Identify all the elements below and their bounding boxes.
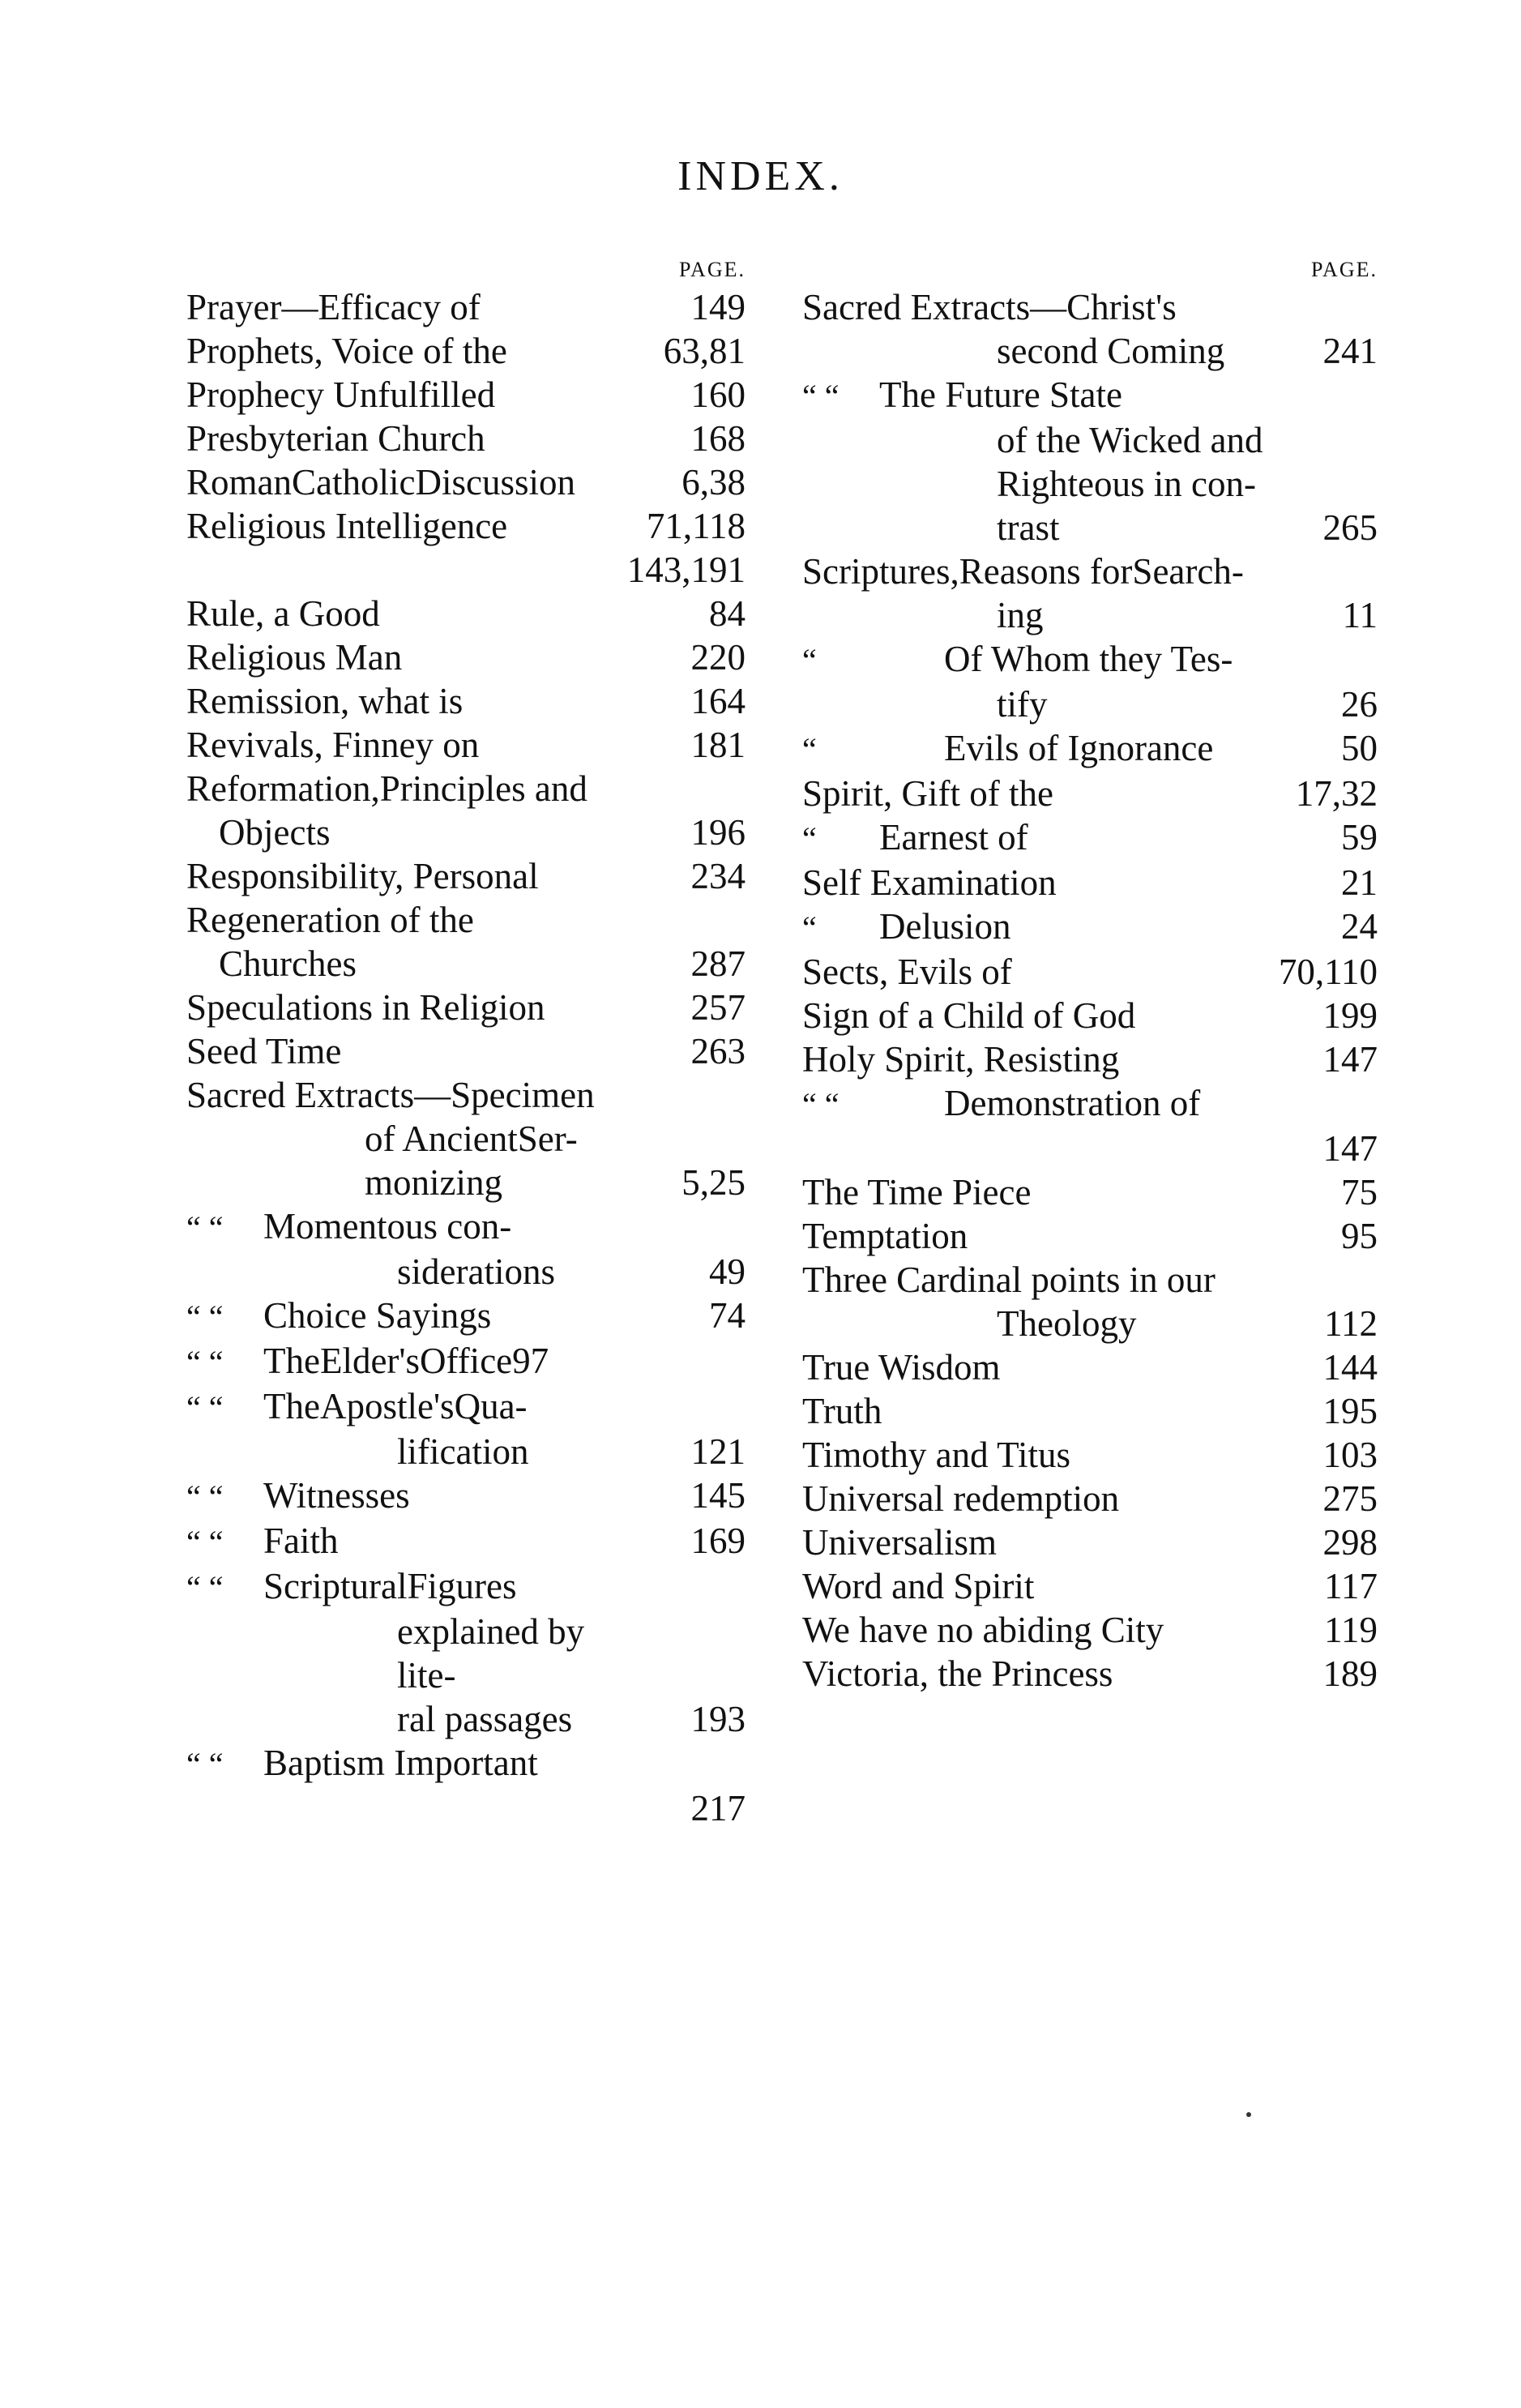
entry-title: Truth: [802, 1391, 882, 1431]
index-entry: [802, 861, 1378, 905]
entry-page-number: 11: [1342, 595, 1378, 635]
entry-page-number: 50: [1341, 728, 1378, 768]
entry-title: TheApostle'sQua-: [263, 1386, 528, 1426]
index-entry: [186, 1384, 746, 1430]
entry-title: Sects, Evils of: [802, 952, 1012, 992]
index-entry: [802, 1608, 1378, 1652]
index-entry: [186, 942, 746, 986]
index-entry: [802, 506, 1378, 550]
entry-page-number: 17,32: [1295, 773, 1378, 814]
index-entry: [802, 994, 1378, 1037]
entry-page-number: 149: [690, 287, 746, 327]
entry-page-number: 189: [1322, 1653, 1378, 1694]
ditto-mark: “: [802, 642, 817, 678]
entry-title: Speculations in Religion: [186, 987, 545, 1028]
entry-page-number: 24: [1341, 906, 1378, 947]
ditto-mark: “: [802, 731, 817, 768]
index-entry: [802, 950, 1378, 994]
index-entry: [186, 1029, 746, 1073]
index-entry: [802, 1433, 1378, 1477]
entry-page-number: 59: [1341, 817, 1378, 858]
entry-title: of AncientSer-: [365, 1118, 578, 1159]
index-column-right: [802, 258, 1378, 1696]
entry-title: Holy Spirit, Resisting: [802, 1039, 1120, 1080]
entry-title: Universalism: [802, 1522, 997, 1563]
entry-title: Religious Man: [186, 637, 403, 678]
ditto-mark: “ “: [186, 1389, 224, 1426]
ditto-mark: “ “: [186, 1344, 224, 1380]
index-entry: [186, 986, 746, 1029]
entry-title: Sign of a Child of God: [802, 995, 1136, 1036]
entry-page-number: 147: [1322, 1128, 1378, 1169]
ditto-mark: “ “: [186, 1569, 224, 1606]
entry-title: Reformation,Principles and: [186, 768, 587, 809]
index-entry: [802, 418, 1378, 462]
entry-title: Victoria, the Princess: [802, 1653, 1113, 1694]
entry-title: Theology: [997, 1303, 1137, 1344]
entry-title: Presbyterian Church: [186, 418, 485, 459]
index-entry: [186, 373, 746, 417]
entry-title: Rule, a Good: [186, 593, 380, 634]
index-list-right: [802, 285, 1378, 1696]
index-entry: [186, 504, 746, 548]
entry-title: Prophets, Voice of the: [186, 331, 507, 371]
entry-page-number: 74: [709, 1295, 746, 1336]
index-entry: [186, 417, 746, 460]
index-entry: [802, 1389, 1378, 1433]
entry-title: Momentous con-: [263, 1206, 512, 1247]
index-entry: [186, 1161, 746, 1204]
index-entry: [186, 329, 746, 373]
index-entry: [802, 682, 1378, 726]
ditto-mark: “ “: [186, 1298, 224, 1335]
entry-title: monizing: [365, 1162, 502, 1203]
entry-title: ral passages: [397, 1699, 573, 1739]
entry-title: Churches: [219, 943, 357, 984]
entry-title: trast: [997, 507, 1060, 548]
page-column-header: PAGE.: [678, 258, 746, 281]
entry-title: Choice Sayings: [263, 1295, 492, 1336]
entry-title: ing: [997, 595, 1044, 635]
entry-page-number: 49: [709, 1251, 746, 1292]
index-entry: [802, 726, 1378, 772]
entry-page-number: 121: [690, 1431, 746, 1472]
entry-title: tify: [997, 684, 1048, 725]
entry-title: Delusion: [879, 906, 1011, 947]
index-entry: [802, 1477, 1378, 1521]
page-column-header: PAGE.: [1310, 258, 1378, 281]
index-entry: [802, 1170, 1378, 1214]
entry-page-number: 263: [690, 1031, 746, 1071]
index-entry: [802, 1345, 1378, 1389]
entry-title: explained by lite-: [397, 1611, 585, 1696]
entry-title: Demonstration of: [944, 1083, 1201, 1123]
entry-title: Revivals, Finney on: [186, 725, 480, 765]
entry-page-number: 145: [690, 1475, 746, 1516]
entry-title: Religious Intelligence: [186, 506, 508, 546]
entry-title: Faith: [263, 1521, 339, 1561]
entry-title: Prophecy Unfulfilled: [186, 374, 496, 415]
index-entry: [186, 1250, 746, 1294]
entry-title: Word and Spirit: [802, 1566, 1035, 1606]
index-entry: [186, 1073, 746, 1117]
index-entry: [186, 1473, 746, 1519]
index-entry: [802, 1127, 1378, 1170]
entry-page-number: 21: [1341, 862, 1378, 903]
index-entry: [802, 772, 1378, 815]
entry-page-number: 257: [690, 987, 746, 1028]
entry-page-number: 275: [1322, 1478, 1378, 1519]
entry-page-number: 169: [690, 1521, 746, 1561]
index-entry: [186, 1204, 746, 1250]
entry-page-number: 265: [1322, 507, 1378, 548]
entry-title: TheElder'sOffice97: [263, 1341, 549, 1381]
ditto-mark: “ “: [186, 1478, 224, 1515]
entry-title: Sacred Extracts—Christ's: [802, 287, 1177, 327]
entry-title: Regeneration of the: [186, 900, 474, 940]
entry-page-number: 199: [1322, 995, 1378, 1036]
entry-title: Temptation: [802, 1216, 968, 1256]
index-entry: [802, 373, 1378, 418]
index-entry: [802, 593, 1378, 637]
entry-page-number: 195: [1322, 1391, 1378, 1431]
entry-page-number: 119: [1324, 1610, 1378, 1650]
entry-title: Evils of Ignorance: [944, 728, 1214, 768]
entry-page-number: 164: [690, 681, 746, 721]
entry-page-number: 70,110: [1278, 952, 1378, 992]
entry-title: Sacred Extracts—Specimen: [186, 1075, 595, 1115]
index-entry: [186, 1786, 746, 1830]
entry-page-number: 84: [709, 593, 746, 634]
entry-page-number: 26: [1341, 684, 1378, 725]
index-entry: [186, 854, 746, 898]
entry-page-number: 63,81: [663, 331, 746, 371]
index-entry: [802, 1564, 1378, 1608]
index-entry: [186, 1564, 746, 1610]
index-entry: [802, 1037, 1378, 1081]
entry-page-number: 95: [1341, 1216, 1378, 1256]
index-entry: [186, 1741, 746, 1786]
index-entry: [186, 679, 746, 723]
entry-title: Scriptures,Reasons forSearch-: [802, 551, 1244, 592]
index-entry: [186, 1430, 746, 1473]
index-entry: [186, 1610, 746, 1697]
index-entry: [802, 285, 1378, 329]
entry-title: RomanCatholicDiscussion: [186, 462, 575, 503]
entry-page-number: 103: [1322, 1435, 1378, 1475]
entry-page-number: 5,25: [681, 1162, 746, 1203]
index-entry: [802, 1081, 1378, 1127]
entry-page-number: 287: [690, 943, 746, 984]
entry-page-number: 220: [690, 637, 746, 678]
entry-page-number: 143,191: [626, 550, 746, 590]
index-entry: [186, 1294, 746, 1339]
entry-page-number: 217: [690, 1788, 746, 1828]
entry-title: Prayer—Efficacy of: [186, 287, 481, 327]
entry-title: Three Cardinal points in our: [802, 1260, 1216, 1300]
index-entry: [802, 637, 1378, 682]
entry-page-number: 241: [1322, 331, 1378, 371]
index-entry: [186, 1339, 746, 1384]
entry-title: ScripturalFigures: [263, 1566, 517, 1606]
index-entry: [186, 592, 746, 635]
entry-page-number: 168: [690, 418, 746, 459]
entry-title: Universal redemption: [802, 1478, 1120, 1519]
entry-title: Self Examination: [802, 862, 1057, 903]
entry-title: Witnesses: [263, 1475, 410, 1516]
index-entry: [802, 329, 1378, 373]
entry-title: We have no abiding City: [802, 1610, 1164, 1650]
index-entry: [186, 460, 746, 504]
index-entry: [802, 1214, 1378, 1258]
index-entry: [802, 1302, 1378, 1345]
index-entry: [802, 1521, 1378, 1564]
ditto-mark: “ “: [802, 1086, 840, 1123]
page-title: INDEX.: [677, 153, 844, 199]
ditto-mark: “: [802, 909, 817, 946]
index-entry: [802, 1258, 1378, 1302]
print-speck: [1246, 2112, 1251, 2117]
entry-page-number: 144: [1322, 1347, 1378, 1388]
index-entry: [802, 905, 1378, 950]
entry-title: Timothy and Titus: [802, 1435, 1070, 1475]
entry-title: Remission, what is: [186, 681, 464, 721]
entry-page-number: 112: [1324, 1303, 1378, 1344]
index-entry: [802, 815, 1378, 861]
entry-page-number: 160: [690, 374, 746, 415]
entry-page-number: 298: [1322, 1522, 1378, 1563]
index-entry: [802, 1652, 1378, 1696]
entry-page-number: 117: [1324, 1566, 1378, 1606]
entry-page-number: 75: [1341, 1172, 1378, 1213]
entry-title: lification: [397, 1431, 529, 1472]
entry-title: Spirit, Gift of the: [802, 773, 1053, 814]
entry-page-number: 181: [690, 725, 746, 765]
entry-title: The Time Piece: [802, 1172, 1032, 1213]
index-entry: [186, 1697, 746, 1741]
entry-page-number: 6,38: [681, 462, 746, 503]
index-entry: [186, 548, 746, 592]
index-entry: [186, 898, 746, 942]
entry-page-number: 234: [690, 856, 746, 896]
ditto-mark: “ “: [802, 378, 840, 414]
index-entry: [186, 767, 746, 811]
entry-title: Righteous in con-: [997, 464, 1256, 504]
entry-title: Of Whom they Tes-: [944, 639, 1233, 679]
entry-title: The Future State: [879, 374, 1122, 415]
index-entry: [186, 723, 746, 767]
entry-title: second Coming: [997, 331, 1225, 371]
entry-title: Seed Time: [186, 1031, 342, 1071]
index-entry: [186, 1519, 746, 1564]
index-entry: [802, 462, 1378, 506]
entry-page-number: 71,118: [646, 506, 746, 546]
entry-title: Baptism Important: [263, 1743, 538, 1783]
ditto-mark: “ “: [186, 1746, 224, 1782]
ditto-mark: “ “: [186, 1524, 224, 1560]
ditto-mark: “: [802, 820, 817, 857]
entry-title: Objects: [219, 812, 331, 853]
entry-page-number: 147: [1322, 1039, 1378, 1080]
entry-page-number: 193: [690, 1699, 746, 1739]
index-column-left: [186, 258, 746, 1830]
index-entry: [186, 285, 746, 329]
entry-title: True Wisdom: [802, 1347, 1001, 1388]
ditto-mark: “ “: [186, 1209, 224, 1246]
entry-title: of the Wicked and: [997, 420, 1263, 460]
index-entry: [186, 811, 746, 854]
index-entry: [186, 1117, 746, 1161]
index-list-left: [186, 285, 746, 1830]
entry-page-number: 196: [690, 812, 746, 853]
index-entry: [186, 635, 746, 679]
index-entry: [802, 550, 1378, 593]
entry-title: Earnest of: [879, 817, 1028, 858]
entry-title: siderations: [397, 1251, 555, 1292]
entry-title: Responsibility, Personal: [186, 856, 539, 896]
